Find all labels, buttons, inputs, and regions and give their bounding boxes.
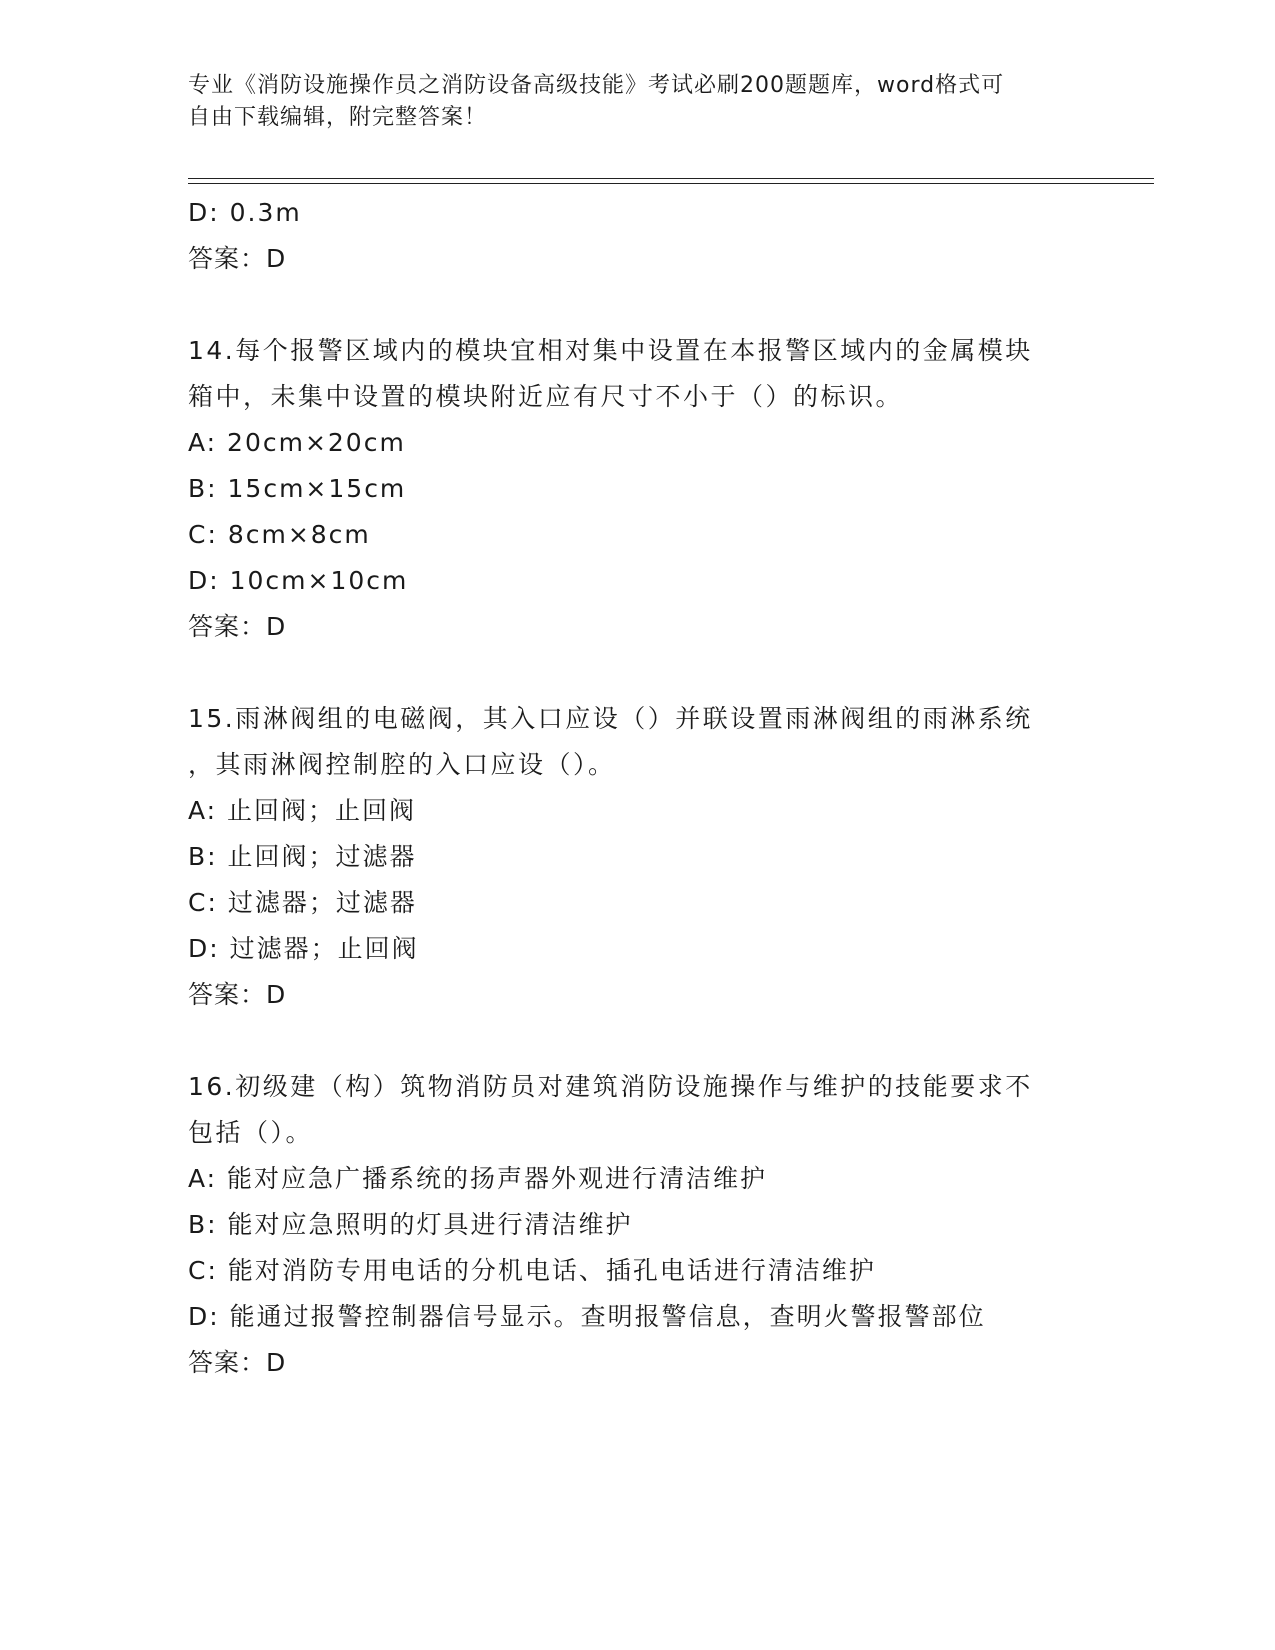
- option-c: C: 过滤器；过滤器: [188, 888, 417, 917]
- option-a: A: 能对应急广播系统的扬声器外观进行清洁维护: [188, 1164, 768, 1193]
- question-stem: 16.初级建（构）筑物消防员对建筑消防设施操作与维护的技能要求不: [188, 1072, 1033, 1101]
- answer-line: 答案：D: [188, 612, 287, 641]
- document-header: [188, 70, 1068, 134]
- question-stem: 15.雨淋阀组的电磁阀，其入口应设（）并联设置雨淋阀组的雨淋系统: [188, 704, 1033, 733]
- option-b: B: 15cm×15cm: [188, 474, 407, 503]
- option-d: D: 10cm×10cm: [188, 566, 409, 595]
- option-a: A: 20cm×20cm: [188, 428, 406, 457]
- question-14: [188, 328, 1088, 650]
- option-a: A: 止回阀；止回阀: [188, 796, 417, 825]
- header-line-2: 自由下载编辑，附完整答案！: [188, 105, 488, 130]
- option-d: D: 能通过报警控制器信号显示。查明报警信息，查明火警报警部位: [188, 1302, 986, 1331]
- option-c: C: 能对消防专用电话的分机电话、插孔电话进行清洁维护: [188, 1256, 876, 1285]
- option-d: D: 过滤器；止回阀: [188, 934, 419, 963]
- question-15: [188, 696, 1088, 1018]
- spacer: [188, 650, 1088, 696]
- answer-line: 答案：D: [188, 244, 287, 273]
- answer-line: 答案：D: [188, 1348, 287, 1377]
- option-b: B: 止回阀；过滤器: [188, 842, 417, 871]
- spacer: [188, 1018, 1088, 1064]
- question-16: [188, 1064, 1088, 1386]
- document-body: [188, 190, 1088, 1386]
- option-b: B: 能对应急照明的灯具进行清洁维护: [188, 1210, 633, 1239]
- previous-question-tail: [188, 190, 1088, 282]
- question-stem: 包括（）。: [188, 1118, 314, 1147]
- question-stem: ，其雨淋阀控制腔的入口应设（）。: [188, 750, 616, 779]
- header-rule-bottom: [188, 183, 1154, 184]
- option-c: C: 8cm×8cm: [188, 520, 371, 549]
- spacer: [188, 282, 1088, 328]
- question-stem: 14.每个报警区域内的模块宜相对集中设置在本报警区域内的金属模块: [188, 336, 1033, 365]
- option-d: D: 0.3m: [188, 198, 302, 227]
- header-rule-top: [188, 178, 1154, 179]
- question-stem: 箱中，未集中设置的模块附近应有尺寸不小于（）的标识。: [188, 382, 904, 411]
- answer-line: 答案：D: [188, 980, 287, 1009]
- header-line-1: 专业《消防设施操作员之消防设备高级技能》考试必刷200题题库，word格式可: [188, 73, 1005, 98]
